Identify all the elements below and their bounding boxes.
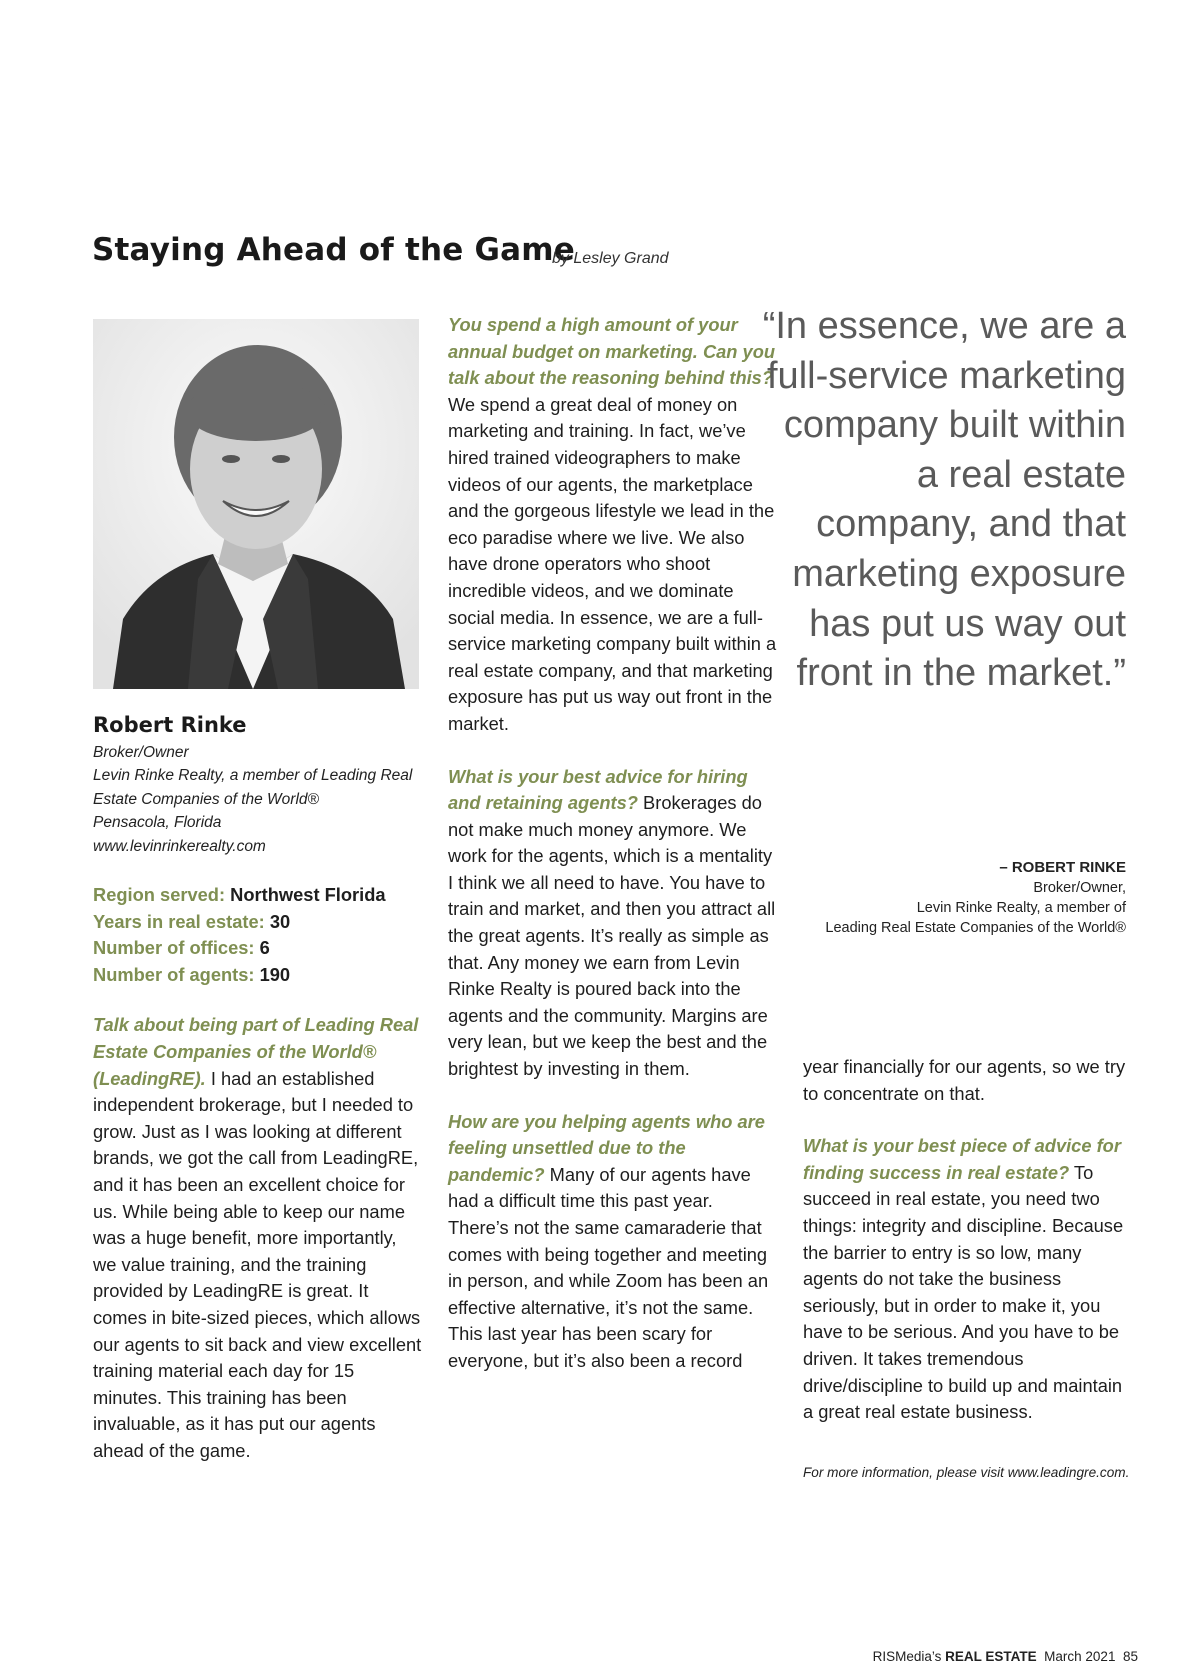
pull-quote: “In essence, we are a full-service marketing company built within a real estate company, and that marketing exposure has put us way out front in the market.” <box>762 305 1126 695</box>
article-title: Staying Ahead of the Game <box>92 232 575 268</box>
profile-location: Pensacola, Florida <box>93 814 222 832</box>
middle-column <box>448 312 778 1401</box>
stats-block <box>93 882 423 988</box>
profile-website: www.levinrinkerealty.com <box>93 837 266 855</box>
qa-leadingre <box>93 1012 423 1464</box>
more-info-link[interactable]: For more information, please visit www.leadingre.com. <box>803 1464 1130 1480</box>
answer: We spend a great deal of money on marketing and training. In fact, we’ve hired trained videographers to make videos of our agents, the marketplace and the gorgeous lifestyle we lead in the eco paradise where we live. We also have drone operators who shoot incredible videos, and we dominate social media. In essence, we are a full-service marketing company built within a real estate company, and that marketing exposure has put us way out front in the market. <box>448 393 777 734</box>
question: What is your best advice for hiring and retaining agents? <box>448 765 748 814</box>
stat-region: Region served: Northwest Florida <box>93 884 386 906</box>
question: What is your best piece of advice for finding success in real estate? <box>803 1135 1121 1183</box>
qa-hiring <box>448 764 778 1083</box>
portrait-illustration <box>93 319 419 689</box>
answer: Brokerages do not make much money anymore. We work for the agents, which is a mentality I think we all need to have. You have to train and market, and then you attract all the great agents. It’s really as simple as that. Any money we earn from Levin Rinke Realty is poured back into the agents and the community. Margins are very lean, but we keep the best and the brightest by investing in them. <box>448 792 776 1080</box>
answer: Many of our agents have had a difficult time this past year. There’s not the same camaraderie that comes with being together and meeting in person, and while Zoom has been an effective alternative, it’s not the same. This last year has been scary for everyone, but it’s also been a record <box>448 1163 769 1371</box>
left-column <box>93 712 423 1491</box>
right-column <box>803 1054 1133 1486</box>
profile-company: Levin Rinke Realty, a member of Leading Real Estate Companies of the World® <box>93 767 413 808</box>
footer-publication-prefix: RISMedia’s <box>872 1649 946 1664</box>
byline: by Lesley Grand <box>552 250 669 267</box>
answer: I had an established independent brokerage, but I needed to grow. Just as I was looking at different brands, we got the call from LeadingRE, and it has been an excellent choice for us. While being able to keep our name was a huge benefit, more importantly, we value training, and the training provided by LeadingRE is great. It comes in bite-sized pieces, which allows our agents to sit back and view excellent training material each day for 15 minutes. This training has been invaluable, as it has put our agents ahead of the game. <box>93 1067 422 1461</box>
answer: To succeed in real estate, you need two things: integrity and discipline. Because the barrier to entry is so low, many agents do not take the business seriously, but in order to make it, you have to be serious. And you have to be driven. It takes tremendous drive/discipline to build up and maintain a great real estate business. <box>803 1161 1124 1423</box>
profile-name: Robert Rinke <box>93 713 247 737</box>
question: You spend a high amount of your annual budget on marketing. Can you talk about the reasoning behind this? <box>448 314 776 389</box>
stat-offices: Number of offices: 6 <box>93 937 270 959</box>
question: Talk about being part of Leading Real Estate Companies of the World® (LeadingRE). <box>93 1014 419 1089</box>
question: How are you helping agents who are feeling unsettled due to the pandemic? <box>448 1110 765 1185</box>
pull-quote-title: Broker/Owner, <box>1033 880 1126 896</box>
pull-quote-name: – ROBERT RINKE <box>999 859 1126 876</box>
qa-marketing <box>448 312 778 738</box>
pull-quote-attribution <box>760 858 1126 938</box>
page-footer <box>873 1649 1138 1664</box>
qa-pandemic-continued: year financially for our agents, so we try to concentrate on that. <box>803 1056 1126 1104</box>
profile-role: Broker/Owner <box>93 743 189 761</box>
footer-publication-name: REAL ESTATE <box>945 1649 1037 1664</box>
footer-issue: March 2021 <box>1044 1649 1116 1664</box>
page-number: 85 <box>1122 1649 1138 1664</box>
qa-pandemic <box>448 1109 778 1375</box>
stat-agents: Number of agents: 190 <box>93 963 291 985</box>
portrait-photo <box>93 319 419 689</box>
pull-quote-company-2: Leading Real Estate Companies of the World® <box>825 920 1126 936</box>
stat-years: Years in real estate: 30 <box>93 910 291 932</box>
pull-quote-company-1: Levin Rinke Realty, a member of <box>916 900 1126 916</box>
qa-success <box>803 1133 1133 1426</box>
